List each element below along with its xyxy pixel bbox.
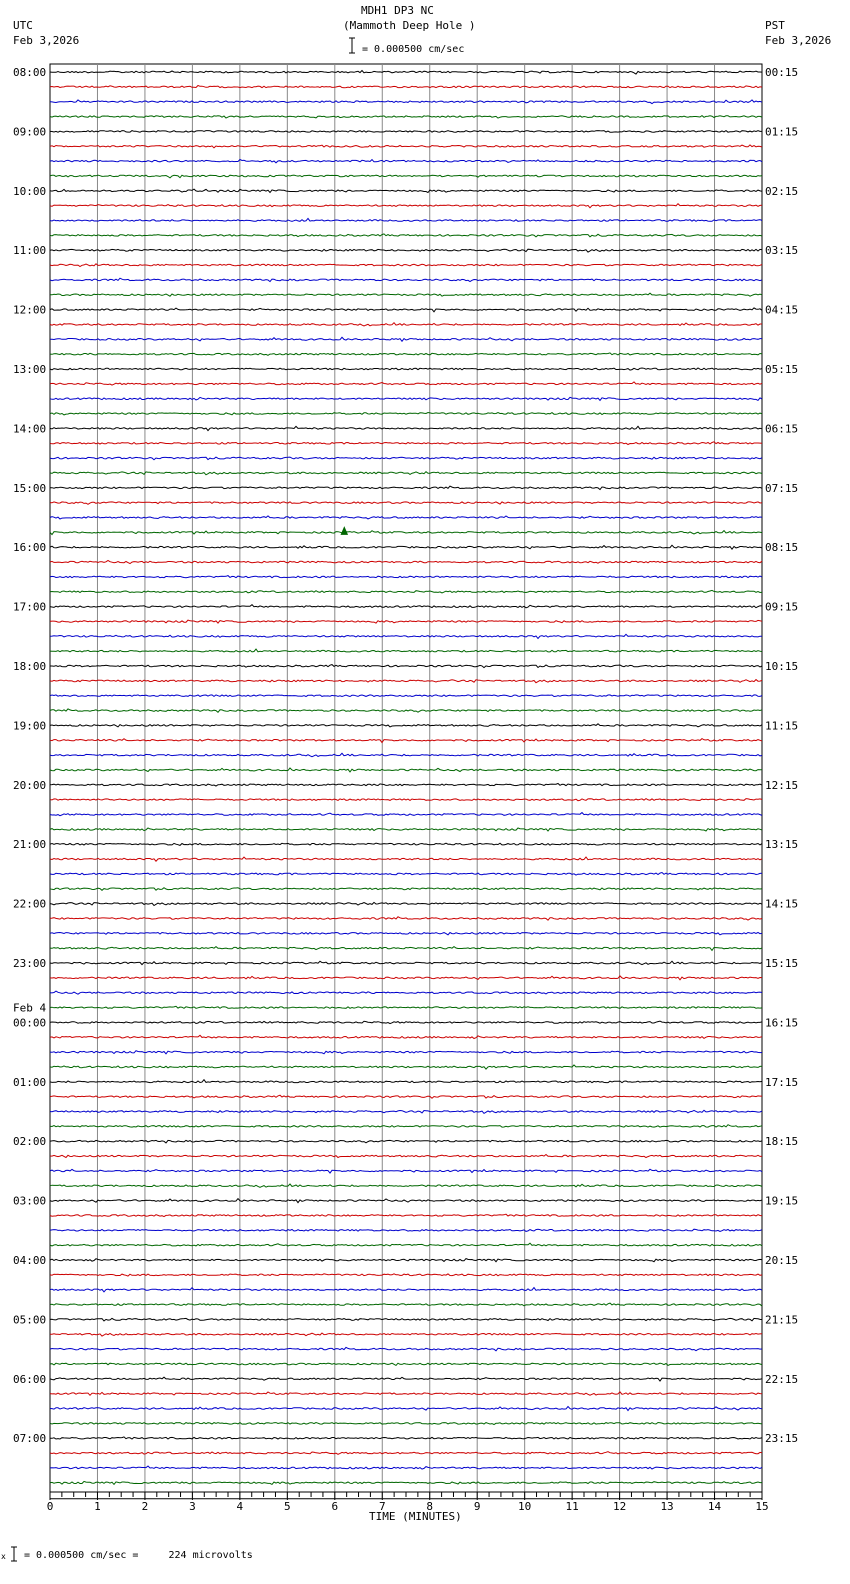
trace-line: [50, 204, 762, 208]
x-tick-label: 8: [426, 1500, 434, 1513]
trace-line: [50, 1452, 762, 1455]
trace-line: [50, 397, 762, 400]
utc-hour-label: 23:00: [13, 957, 47, 970]
trace-line: [50, 843, 762, 845]
pst-hour-label: 15:15: [765, 957, 799, 970]
trace-line: [50, 768, 762, 772]
trace-line: [50, 100, 762, 104]
trace-line: [50, 873, 762, 876]
trace-line: [50, 1021, 762, 1024]
trace-line: [50, 605, 762, 608]
trace-line: [50, 709, 762, 712]
trace-line: [50, 160, 762, 163]
trace-line: [50, 457, 762, 460]
x-tick-label: 5: [284, 1500, 291, 1513]
trace-line: [50, 1347, 762, 1350]
trace-line: [50, 145, 762, 148]
pst-hour-label: 11:15: [765, 719, 799, 733]
utc-hour-label: 05:00: [13, 1313, 47, 1327]
trace-line: [50, 249, 762, 252]
pst-hour-label: 02:15: [765, 184, 799, 198]
trace-line: [50, 502, 762, 504]
right-timezone: PST: [765, 19, 785, 32]
x-axis-title: TIME (MINUTES): [369, 1510, 462, 1523]
x-tick-label: 2: [141, 1500, 149, 1513]
trace-line: [50, 753, 762, 756]
pst-hour-label: 17:15: [765, 1075, 799, 1089]
trace-line: [50, 1243, 762, 1246]
trace-line: [50, 813, 762, 816]
utc-hour-label: 00:00: [13, 1016, 47, 1030]
utc-hour-label: 22:00: [13, 897, 47, 911]
trace-line: [50, 1184, 762, 1187]
trace-line: [50, 1466, 762, 1469]
trace-line: [50, 649, 762, 652]
x-tick-label: 15: [755, 1500, 769, 1513]
trace-line: [50, 1377, 762, 1381]
trace-line: [50, 888, 762, 891]
trace-line: [50, 933, 762, 935]
trace-line: [50, 1229, 762, 1231]
pst-hour-label: 20:15: [765, 1254, 799, 1267]
station-title: MDH1 DP3 NC: [361, 4, 434, 17]
trace-line: [50, 1125, 762, 1127]
utc-hour-label: 04:00: [13, 1254, 47, 1267]
event-spike: [341, 527, 347, 534]
utc-hour-label: 11:00: [13, 244, 47, 258]
x-tick-label: 13: [660, 1500, 674, 1513]
utc-hour-label: 09:00: [13, 125, 47, 139]
trace-line: [50, 620, 762, 623]
trace-line: [50, 561, 762, 564]
trace-line: [50, 1065, 762, 1069]
pst-hour-label: 18:15: [765, 1135, 799, 1149]
x-tick-label: 14: [707, 1500, 722, 1513]
utc-hour-label: 16:00: [13, 541, 47, 555]
trace-line: [50, 545, 762, 549]
utc-hour-label: 07:00: [13, 1432, 47, 1446]
scale-label: = 0.000500 cm/sec: [362, 44, 465, 55]
trace-line: [50, 665, 762, 668]
utc-hour-label: 01:00: [13, 1075, 47, 1089]
pst-hour-label: 10:15: [765, 660, 799, 673]
utc-hour-label: 21:00: [13, 838, 47, 852]
trace-line: [50, 1363, 762, 1365]
trace-line: [50, 1318, 762, 1321]
trace-line: [50, 323, 762, 326]
trace-line: [50, 264, 762, 267]
trace-line: [50, 116, 762, 119]
trace-line: [50, 1006, 762, 1008]
trace-line: [50, 1035, 762, 1038]
footer-scale-note: = 0.000500 cm/sec = 224 microvolts: [24, 1550, 253, 1561]
trace-line: [50, 634, 762, 638]
pst-hour-label: 23:15: [765, 1432, 799, 1446]
utc-hour-label: 18:00: [13, 660, 47, 673]
pst-hour-label: 19:15: [765, 1194, 799, 1208]
trace-line: [50, 516, 762, 519]
trace-line: [50, 739, 762, 743]
x-tick-label: 11: [565, 1500, 579, 1513]
trace-line: [50, 828, 762, 831]
trace-line: [50, 293, 762, 296]
utc-hour-label: 12:00: [13, 303, 47, 317]
trace-line: [50, 1214, 762, 1216]
trace-line: [50, 337, 762, 341]
trace-line: [50, 1259, 762, 1262]
trace-line: [50, 368, 762, 370]
right-date: Feb 3,2026: [765, 34, 832, 47]
trace-line: [50, 680, 762, 683]
pst-hour-label: 13:15: [765, 838, 799, 852]
trace-line: [50, 1481, 762, 1484]
trace-line: [50, 442, 762, 445]
utc-hour-label: 10:00: [13, 184, 47, 198]
trace-line: [50, 71, 762, 75]
trace-line: [50, 917, 762, 920]
trace-line: [50, 353, 762, 355]
pst-hour-label: 04:15: [765, 303, 799, 317]
trace-line: [50, 278, 762, 281]
trace-line: [50, 1274, 762, 1276]
trace-line: [50, 131, 762, 133]
utc-hour-label: 02:00: [13, 1135, 47, 1149]
pst-hour-label: 06:15: [765, 422, 799, 436]
trace-line: [50, 1423, 762, 1425]
pst-hour-label: 08:15: [765, 541, 799, 555]
trace-line: [50, 1303, 762, 1306]
trace-line: [50, 1199, 762, 1203]
trace-line: [50, 1140, 762, 1143]
trace-line: [50, 308, 762, 312]
pst-hour-label: 07:15: [765, 481, 799, 495]
trace-line: [50, 991, 762, 994]
pst-hour-label: 16:15: [765, 1016, 799, 1030]
trace-line: [50, 175, 762, 178]
utc-hour-label: 15:00: [13, 481, 47, 495]
x-tick-label: 6: [331, 1500, 339, 1513]
trace-line: [50, 784, 762, 787]
trace-line: [50, 382, 762, 385]
x-tick-label: 7: [378, 1500, 386, 1513]
footer-corner-mark: x: [1, 1552, 6, 1561]
trace-line: [50, 234, 762, 237]
trace-line: [50, 976, 762, 980]
x-tick-label: 3: [189, 1500, 196, 1513]
trace-line: [50, 426, 762, 430]
trace-line: [50, 531, 762, 535]
utc-hour-label: 13:00: [13, 363, 47, 376]
pst-hour-label: 21:15: [765, 1313, 799, 1327]
x-tick-label: 10: [518, 1500, 532, 1513]
utc-hour-label: 06:00: [13, 1372, 47, 1386]
trace-line: [50, 86, 762, 88]
trace-line: [50, 857, 762, 861]
trace-line: [50, 947, 762, 951]
pst-hour-label: 05:15: [765, 363, 799, 376]
station-subtitle: (Mammoth Deep Hole ): [343, 19, 476, 32]
pst-hour-label: 12:15: [765, 778, 799, 792]
utc-hour-label: 03:00: [13, 1194, 47, 1208]
trace-line: [50, 1407, 762, 1411]
trace-line: [50, 961, 762, 964]
utc-hour-label: 17:00: [13, 600, 47, 614]
trace-line: [50, 902, 762, 905]
trace-line: [50, 1095, 762, 1098]
trace-line: [50, 799, 762, 801]
trace-line: [50, 576, 762, 578]
trace-line: [50, 1437, 762, 1439]
x-tick-label: 1: [94, 1500, 101, 1513]
pst-hour-label: 03:15: [765, 244, 799, 258]
x-tick-label: 4: [236, 1500, 244, 1513]
trace-line: [50, 218, 762, 221]
trace-line: [50, 472, 762, 475]
utc-hour-label: 19:00: [13, 719, 47, 733]
trace-line: [50, 1333, 762, 1336]
trace-line: [50, 1051, 762, 1054]
x-tick-label: 9: [473, 1500, 481, 1513]
trace-line: [50, 413, 762, 415]
trace-line: [50, 1288, 762, 1292]
x-tick-label: 0: [46, 1500, 54, 1513]
utc-hour-label: 20:00: [13, 778, 47, 792]
trace-line: [50, 724, 762, 727]
utc-hour-label: 14:00: [13, 422, 47, 436]
trace-line: [50, 1080, 762, 1083]
trace-line: [50, 486, 762, 489]
trace-line: [50, 695, 762, 697]
trace-line: [50, 1155, 762, 1158]
pst-hour-label: 00:15: [765, 66, 799, 79]
pst-hour-label: 22:15: [765, 1372, 799, 1386]
x-tick-label: 12: [612, 1500, 627, 1513]
trace-line: [50, 1169, 762, 1173]
pst-hour-label: 14:15: [765, 897, 799, 911]
utc-date-label: Feb 4: [13, 1001, 47, 1015]
trace-line: [50, 1392, 762, 1395]
pst-hour-label: 09:15: [765, 600, 799, 614]
trace-layer: [50, 71, 762, 1485]
trace-line: [50, 590, 762, 593]
trace-line: [50, 1110, 762, 1113]
left-date: Feb 3,2026: [13, 34, 80, 47]
pst-hour-label: 01:15: [765, 125, 799, 139]
trace-line: [50, 189, 762, 192]
left-timezone: UTC: [13, 19, 33, 32]
utc-hour-label: 08:00: [13, 66, 47, 79]
